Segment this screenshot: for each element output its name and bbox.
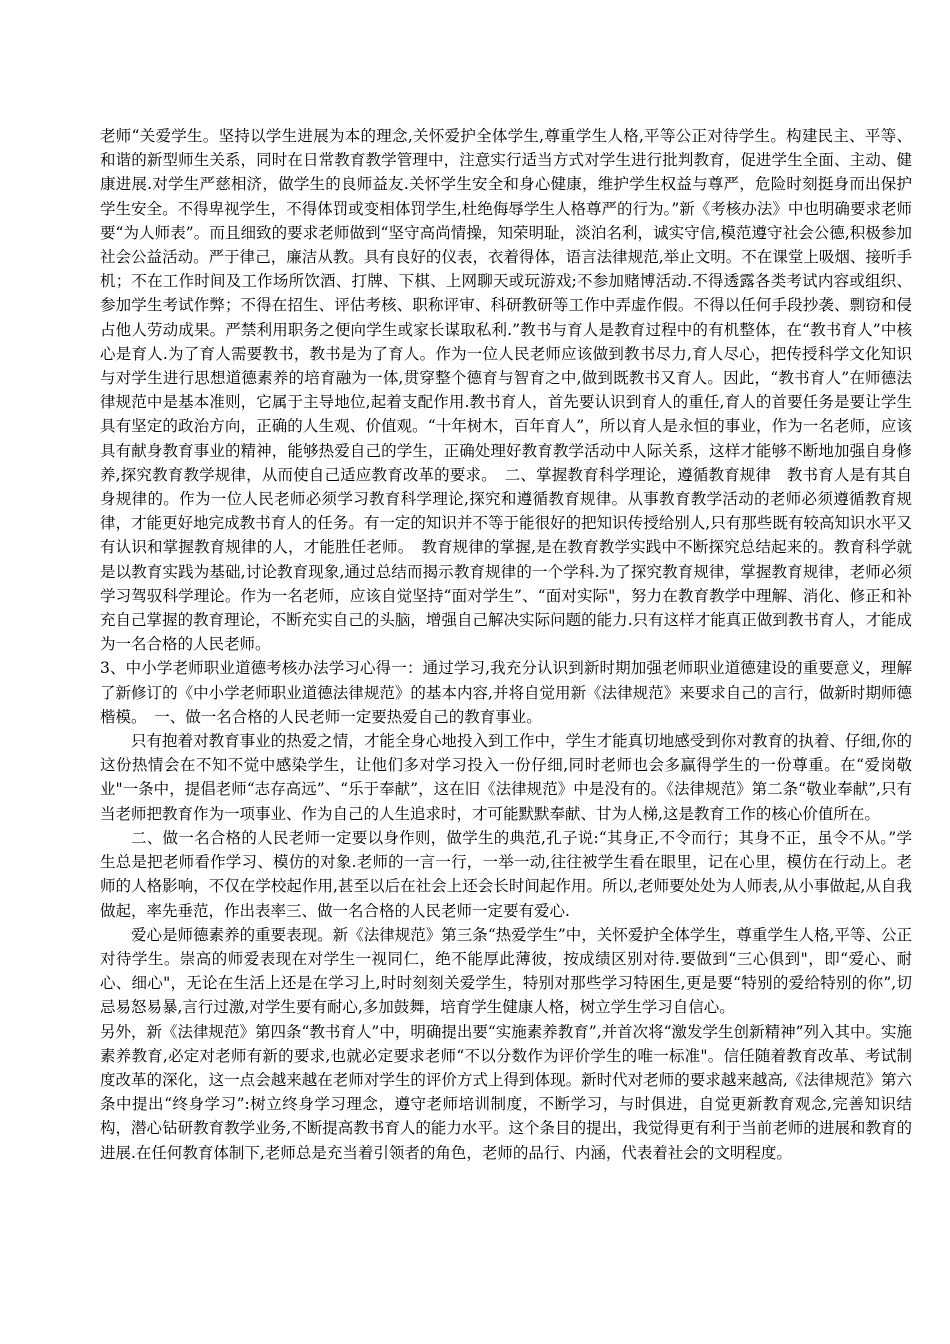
document-page <box>100 124 912 1165</box>
body-paragraph-5: 爱心是师德素养的重要表现。新《法律规范》第三条“热爱学生”中，关怀爱护全体学生，尊重学生人格,平等、公正对待学生。崇高的师爱表现在对学生一视同仁，绝不能厚此薄彼，按成绩区别对待.要做到“三心俱到"，即“爱心、耐心、细心"，无论在生活上还是在学习上,时时刻刻关爱学生，特别对那些学习特困生,更是要“特别的爱给特别的你”,切忌易怒易暴,言行过激,对学生要有耐心,多加鼓舞，培育学生健康人格，树立学生学习自信心。 <box>100 925 912 1017</box>
body-paragraph-6: 另外，新《法律规范》第四条“教书育人”中，明确提出要“实施素养教育”,并首次将“激发学生创新精神”列入其中。实施素养教育,必定对老师有新的要求,也就必定要求老师“不以分数作为评价学生的唯一标准"。信任随着教育改革、考试制度改革的深化，这一点会越来越在老师对学生的评价方式上得到体现。新时代对老师的要求越来越高,《法律规范》第六条中提出“终身学习”:树立终身学习理念，遵守老师培训制度，不断学习，与时俱进，自觉更新教育观念,完善知识结构，潜心钻研教育教学业务,不断提高教书育人的能力水平。这个条目的提出，我觉得更有利于当前老师的进展和教育的进展.在任何教育体制下,老师总是充当着引领者的角色，老师的品行、内涵，代表着社会的文明程度。 <box>100 1022 912 1162</box>
body-paragraph-3: 只有抱着对教育事业的热爱之情，才能全身心地投入到工作中，学生才能真切地感受到你对教育的执着、仔细,你的这份热情会在不知不觉中感染学生，让他们多对学习投入一份仔细,同时老师也会多赢得学生的一份尊重。在“爱岗敬业"一条中，提倡老师“志存高远”、“乐于奉献”，这在旧《法律规范》中是没有的。《法律规范》第二条“敬业奉献”,只有当老师把教育作为一项事业、作为自己的人生追求时，才可能默默奉献、甘为人梯,这是教育工作的核心价值所在。 <box>100 732 912 823</box>
body-paragraph-2: 3、中小学老师职业道德考核办法学习心得一：通过学习,我充分认识到新时期加强老师职业道德建设的重要意义，理解了新修订的《中小学老师职业道德法律规范》的基本内容,并将自觉用新《法律规范》来要求自己的言行，做新时期师德楷模。 一、做一名合格的人民老师一定要热爱自己的教育事业。 <box>100 659 912 726</box>
body-paragraph-4: 二、做一名合格的人民老师一定要以身作则，做学生的典范,孔子说:“其身正,不令而行；其身不正，虽令不从。”学生总是把老师看作学习、模仿的对象.老师的一言一行，一举一动,往往被学生看在眼里，记在心里，模仿在行动上。老师的人格影响，不仅在学校起作用,甚至以后在社会上还会长时间起作用。所以,老师要处处为人师表,从小事做起,从自我做起，率先垂范，作出表率三、做一名合格的人民老师一定要有爱心. <box>100 828 912 920</box>
body-paragraph-1: 老师“关爱学生。坚持以学生进展为本的理念,关怀爱护全体学生,尊重学生人格,平等公正对待学生。构建民主、平等、和谐的新型师生关系，同时在日常教育教学管理中，注意实行适当方式对学生进行批判教育，促进学生全面、主动、健康进展.对学生严慈相济，做学生的良师益友.关怀学生安全和身心健康，维护学生权益与尊严，危险时刻挺身而出保护学生安全。不得卑视学生，不得体罚或变相体罚学生,杜绝侮辱学生人格尊严的行为。”新《考核办法》中也明确要求老师要“为人师表”。而且细致的要求老师做到“坚守高尚情操，知荣明耻，淡泊名利，诚实守信,模范遵守社会公德,积极参加社会公益活动。严于律己，廉洁从教。具有良好的仪表，衣着得体，语言法律规范,举止文明。不在课堂上吸烟、接听手机；不在工作时间及工作场所饮酒、打牌、下棋、上网聊天或玩游戏;不参加赌博活动.不得透露各类考试内容或组织、参加学生考试作弊；不得在招生、评估考核、职称评审、科研教研等工作中弄虚作假。不得以任何手段抄袭、剽窃和侵占他人劳动成果。严禁利用职务之便向学生或家长谋取私利.”教书与育人是教育过程中的有机整体，在“教书育人”中核心是育人.为了育人需要教书，教书是为了育人。作为一位人民老师应该做到教书尽力,育人尽心，把传授科学文化知识与对学生进行思想道德素养的培育融为一体,贯穿整个德育与智育之中,做到既教书又育人。因此，“教书育人”在师德法律规范中是基本准则，它属于主导地位,起着支配作用.教书育人，首先要认识到育人的重任,育人的首要任务是要让学生具有坚定的政治方向，正确的人生观、价值观。“十年树木，百年育人”，所以育人是永恒的事业，作为一名老师，应该具有献身教育事业的精神，能够热爱自己的学生，正确处理好教育教学活动中人际关系，这样才能够不断地加强自身修养,探究教育教学规律，从而使自己适应教育改革的要求。 二、掌握教育科学理论，遵循教育规律 教书育人是有其自身规律的。作为一位人民老师必须学习教育科学理论,探究和遵循教育规律。从事教育教学活动的老师必须遵循教育规律，才能更好地完成教书育人的任务。有一定的知识并不等于能很好的把知识传授给别人,只有那些既有较高知识水平又有认识和掌握教育规律的人，才能胜任老师。 教育规律的掌握,是在教育教学实践中不断探究总结起来的。教育科学就是以教育实践为基础,讨论教育现象,通过总结而揭示教育规律的一个学科.为了探究教育规律，掌握教育规律，老师必须学习驾驭科学理论。作为一名老师，应该自觉坚持“面对学生”、“面对实际"，努力在教育教学中理解、消化、修正和补充自己掌握的教育理论，不断充实自己的头脑，增强自己解决实际问题的能力.只有这样才能真正做到教书育人，才能成为一名合格的人民老师。 <box>100 127 912 654</box>
